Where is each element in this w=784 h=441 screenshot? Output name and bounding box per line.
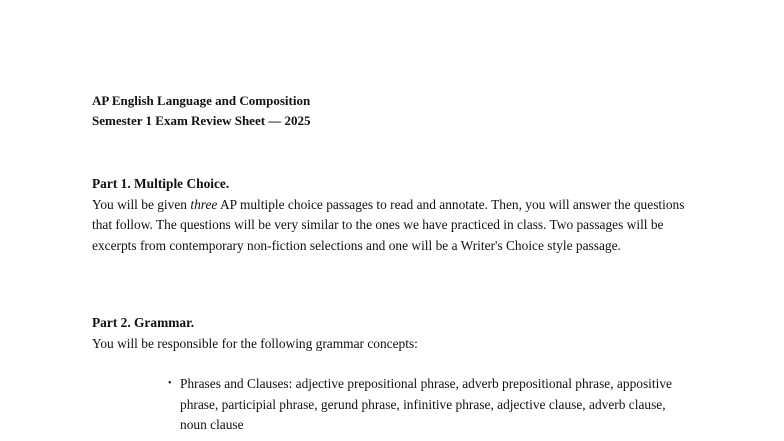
part1-body [92, 195, 692, 257]
part1-body-emphasis: three [190, 196, 218, 212]
course-title: AP English Language and Composition [92, 93, 311, 108]
part2-title: Part 2. Grammar. [92, 315, 195, 330]
part1-section [92, 174, 692, 256]
list-item [168, 374, 688, 436]
exam-title: Semester 1 Exam Review Sheet — 2025 [92, 113, 311, 128]
document-header [92, 91, 311, 131]
bullet-icon: • [168, 378, 172, 389]
list-item-text: Phrases and Clauses: adjective prepositional phrase, adverb prepositional phrase, appositive phrase, participial phrase, gerund phrase, infinitive phrase, adjective clause, adverb clause, noun clause [180, 376, 672, 432]
grammar-concepts-list [168, 374, 688, 436]
part2-body: You will be responsible for the following grammar concepts: [92, 335, 418, 351]
part1-title: Part 1. Multiple Choice. [92, 176, 230, 191]
part1-body-start: You will be given [92, 196, 191, 212]
part1-body-rest: AP multiple choice passages to read and annotate. Then, you will answer the questions that follow. The questions will be very similar to the ones we have practiced in class. Two passages will be excerpts from contemporary non-fiction selections and one will be a Writer's Choice style passage. [92, 196, 685, 253]
part2-section [92, 313, 692, 354]
